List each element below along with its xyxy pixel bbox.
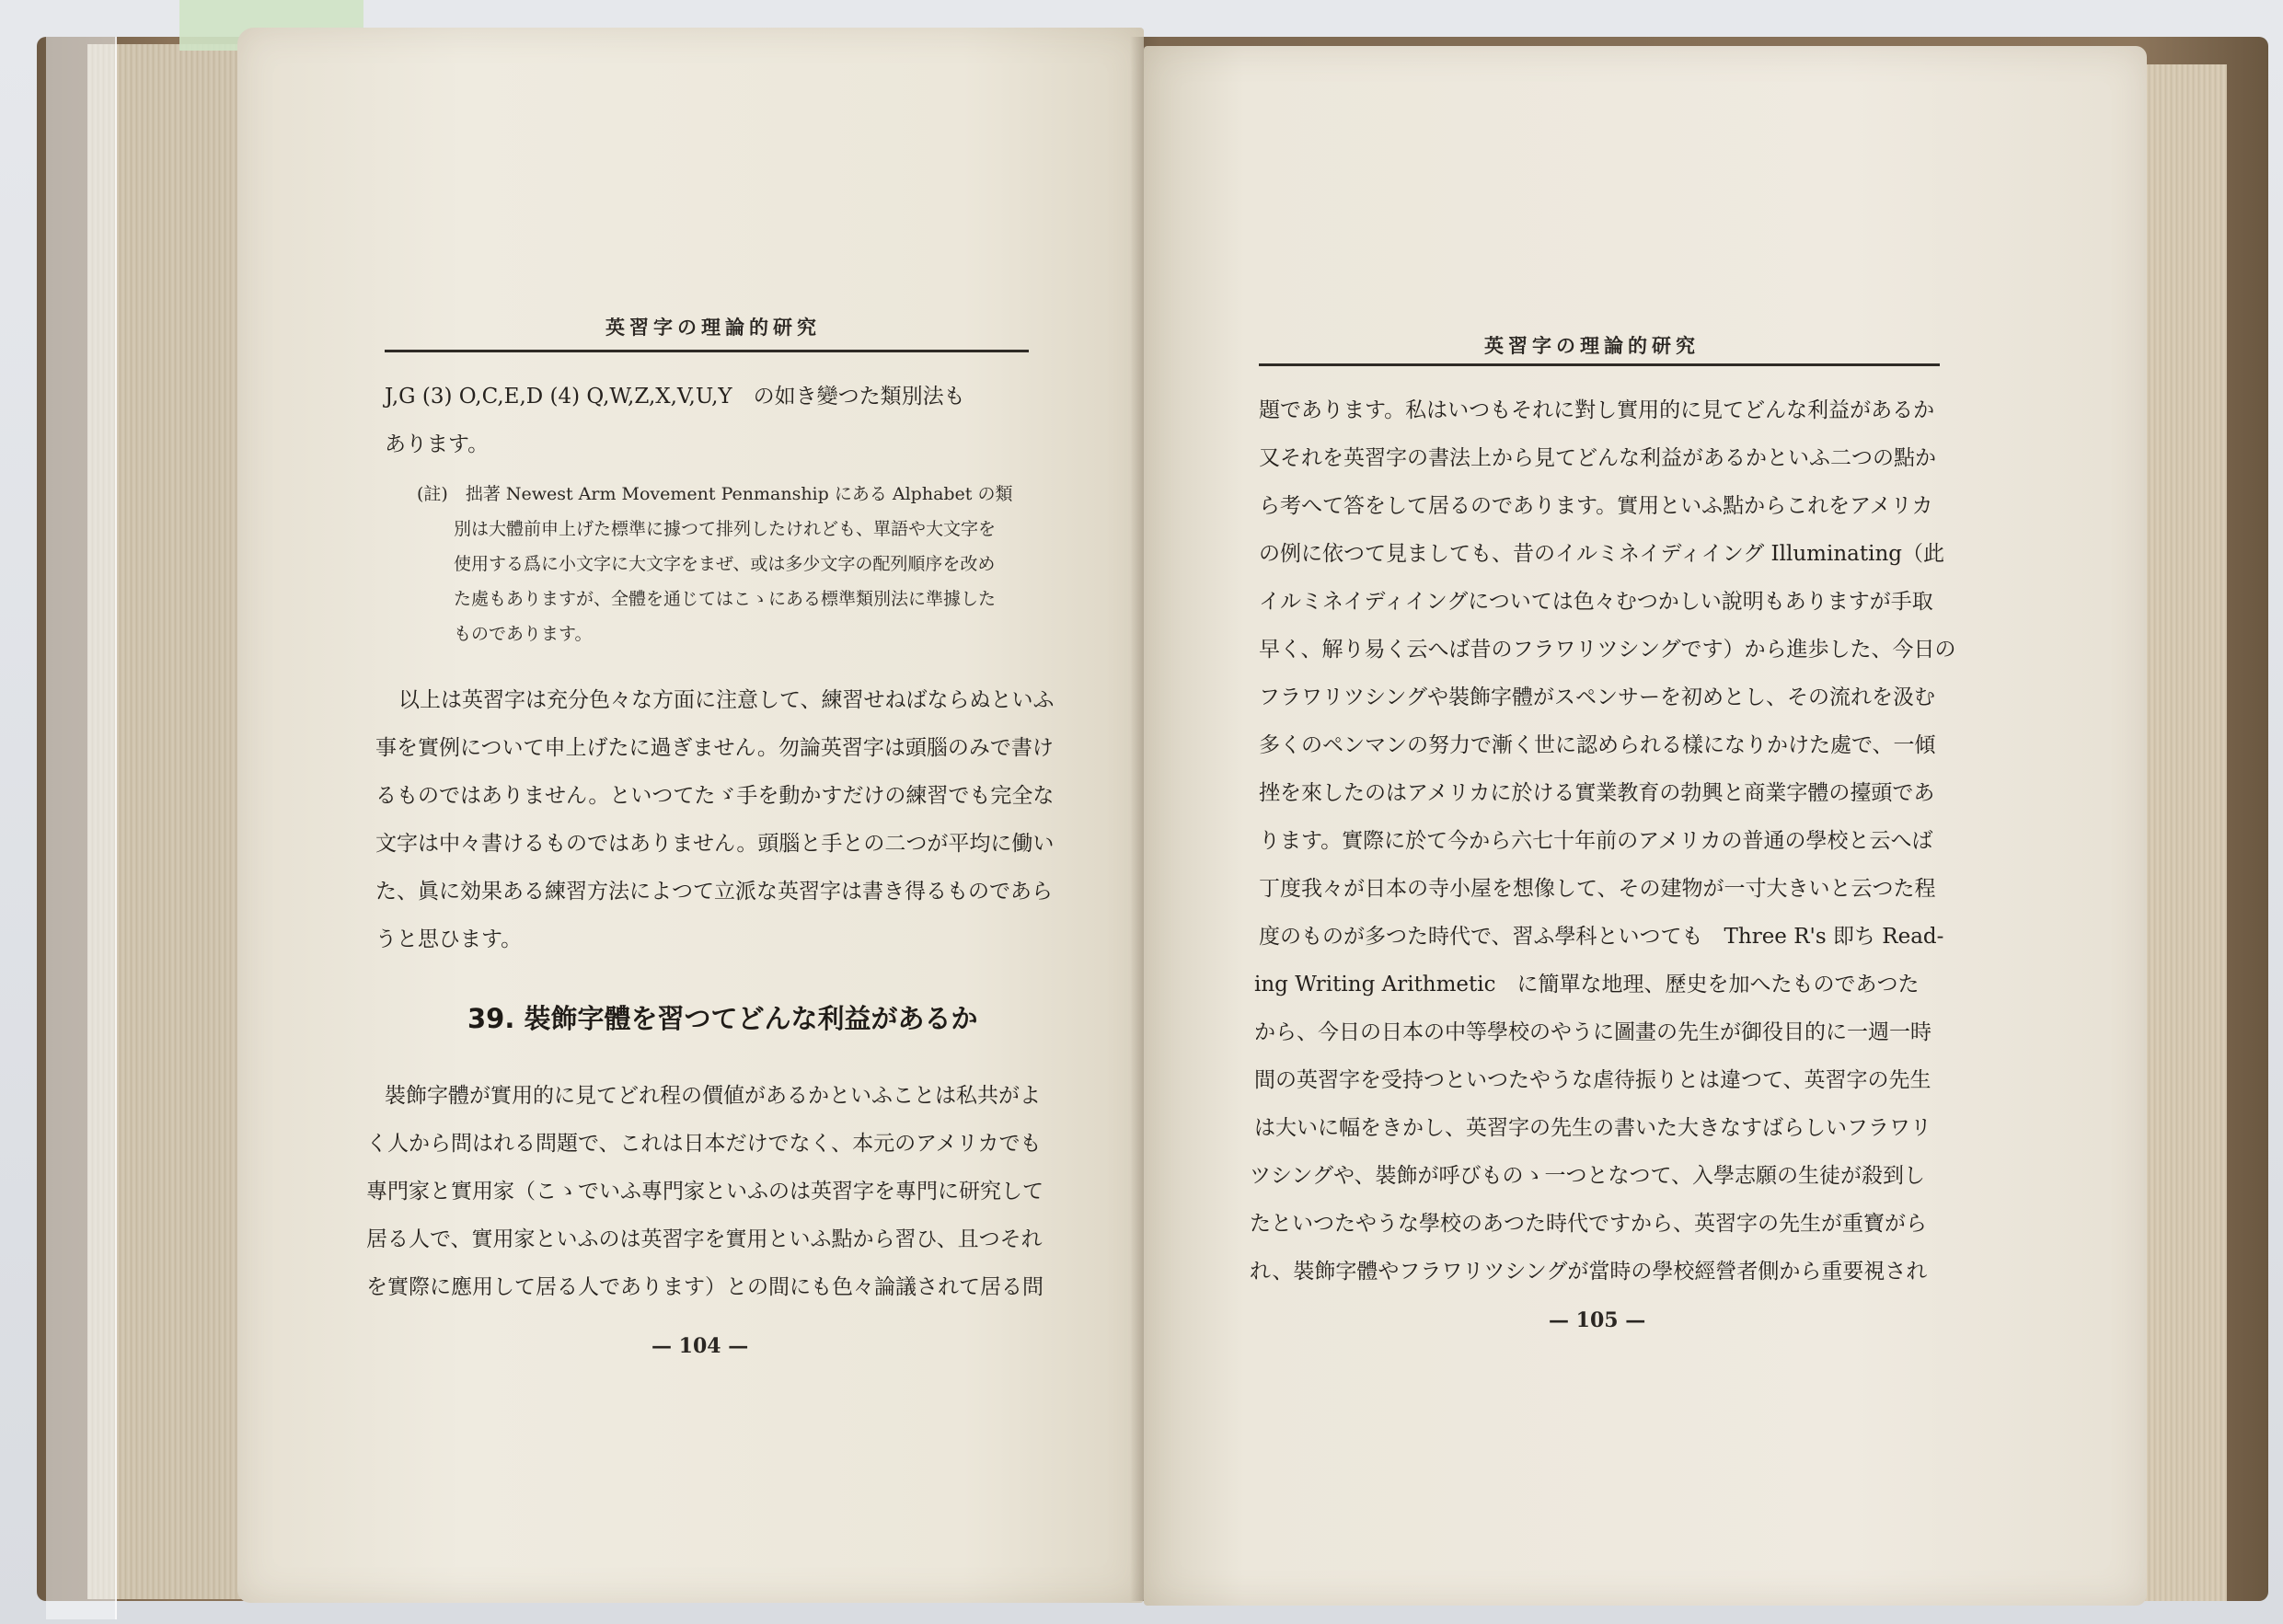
text-line: 丁度我々が日本の寺小屋を想像して、その建物が一寸大きいと云つた程 [1259, 877, 1936, 901]
page-number: — 104 — [651, 1334, 749, 1358]
note-line: た處もありますが、全體を通じてはこゝにある標準類別法に準據した [454, 589, 997, 609]
text-line: を實際に應用して居る人であります）との間にも色々論議されて居る問 [366, 1275, 1043, 1299]
text-line: 裝飾字體が實用的に見てどれ程の價値があるかといふことは私共がよ [385, 1084, 1041, 1108]
text-line: 以上は英習字は充分色々な方面に注意して、練習せねばならぬといふ [398, 688, 1055, 712]
text-line: るものではありません。といつてたゞ手を動かすだけの練習でも完全な [375, 784, 1055, 808]
text-line: イルミネイディイングについては色々むつかしい說明もありますが手取 [1259, 590, 1933, 614]
running-head: 英習字の理論的研究 [1484, 334, 1700, 357]
text-line: れ、裝飾字體やフラワリツシングが當時の學校經營者側から重要視され [1250, 1260, 1928, 1284]
section-heading: 39. 裝飾字體を習つてどんな利益があるか [467, 1003, 978, 1034]
text-line: 居る人で、實用家といふのは英習字を實用といふ點から習ひ、且つそれ [366, 1227, 1043, 1251]
text-line: あります。 [385, 432, 490, 456]
text-line: く人から問はれる問題で、これは日本だけでなく、本元のアメリカでも [366, 1132, 1042, 1156]
text-line: 題であります。私はいつもそれに對し實用的に見てどんな利益があるか [1259, 398, 1935, 422]
running-head: 英習字の理論的研究 [605, 316, 821, 339]
text-line: 間の英習字を受持つといつたやうな虐待振りとは違つて、英習字の先生 [1254, 1068, 1931, 1092]
text-line: たといつたやうな學校のあつた時代ですから、英習字の先生が重寶がら [1250, 1212, 1927, 1236]
text-line: から、今日の日本の中等學校のやうに圖畫の先生が御役目的に一週一時 [1254, 1020, 1931, 1044]
text-line: 事を實例について申上げたに過ぎません。勿論英習字は頭腦のみで書け [375, 736, 1054, 760]
note-line: 使用する爲に小文字に大文字をまぜ、或は多少文字の配列順序を改め [454, 554, 996, 574]
note-line: (註) 拙著 Newest Arm Movement Penmanship にある Alphabet の類 [417, 484, 1013, 504]
text-line: 文字は中々書けるものではありません。頭腦と手との二つが平均に働い [375, 832, 1055, 856]
text-line: の例に依つて見ましても、昔のイルミネイディイング Illuminating（此 [1259, 542, 1944, 566]
text-line: 多くのペンマンの努力で漸く世に認められる樣になりかけた處で、一傾 [1259, 733, 1936, 757]
text-line: 挫を來したのはアメリカに於ける實業教育の勃興と商業字體の擡頭であ [1259, 781, 1935, 805]
text-line: た、眞に効果ある練習方法によつて立派な英習字は書き得るものであら [375, 880, 1053, 904]
text-line: ing Writing Arithmetic に簡單な地理、歷史を加へたものであつた [1254, 973, 1920, 996]
header-rule [1259, 363, 1940, 366]
note-line: ものであります。 [454, 624, 593, 644]
text-line: は大いに幅をきかし、英習字の先生の書いた大きなすばらしいフラワリ [1254, 1116, 1931, 1140]
clear-tape [46, 37, 117, 1619]
left-page [237, 28, 1144, 1603]
text-line: 又それを英習字の書法上から見てどんな利益があるかといふ二つの點か [1259, 446, 1936, 470]
text-line: J,G (3) O,C,E,D (4) Q,W,Z,X,V,U,Y の如き變つた類別法も [385, 385, 965, 409]
text-line: ツシングや、裝飾が呼びものゝ一つとなつて、入學志願の生徒が殺到し [1250, 1164, 1926, 1188]
note-line: 別は大體前申上げた標準に據つて排列したけれども、單語や大文字を [454, 519, 997, 539]
text-line: 專門家と實用家（こゝでいふ專門家といふのは英習字を專門に研究して [366, 1180, 1043, 1204]
header-rule [385, 350, 1029, 352]
text-line: 早く、解り易く云へば昔のフラワリツシングです）から進歩した、今日の [1259, 638, 1956, 662]
text-line: 度のものが多つた時代で、習ふ學科といつても Three R's 即ち Read- [1259, 925, 1944, 949]
page-number: — 105 — [1549, 1308, 1646, 1332]
text-line: うと思ひます。 [375, 927, 523, 951]
text-line: ら考へて答をして居るのであります。實用といふ點からこれをアメリカ [1259, 494, 1933, 518]
text-line: フラワリツシングや裝飾字體がスペンサーを初めとし、その流れを汲む [1259, 685, 1935, 709]
right-page [1144, 46, 2147, 1606]
text-line: ります。實際に於て今から六七十年前のアメリカの普通の學校と云へば [1259, 829, 1933, 853]
